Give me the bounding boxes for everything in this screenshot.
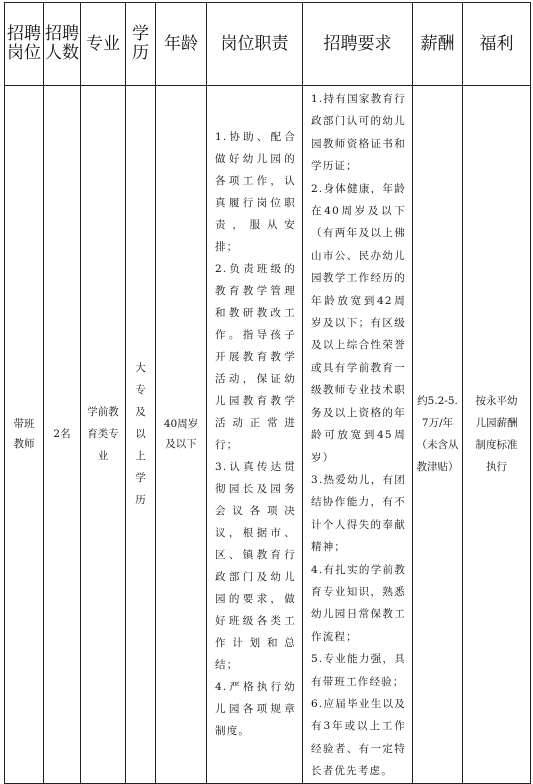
cell-major [81, 86, 126, 784]
header-row [5, 3, 531, 86]
requirement-item-1: 1.持有国家教育行政部门认可的幼儿园教师资格证书和学历证； [311, 93, 406, 173]
count-value: 2名 [53, 428, 71, 441]
requirement-item-4: 4.有扎实的学前教育专业知识，熟悉幼儿园日常保教工作流程； [311, 563, 406, 643]
table-row [5, 86, 531, 784]
header-salary: 薪酬 [413, 3, 463, 86]
cell-education [126, 86, 156, 784]
cell-benefits [463, 86, 531, 784]
header-benefits: 福利 [463, 3, 531, 86]
cell-duties [207, 86, 303, 784]
education-value: 大专及以上学历 [135, 362, 146, 507]
duty-item-4: 4.严格执行幼儿园各项规章制度。 [215, 681, 296, 738]
requirement-item-3: 3.热爱幼儿，有团结协作能力，有不计个人得失的奉献精神； [311, 473, 406, 554]
requirement-item-5: 5.专业能力强，具有带班工作经验； [311, 653, 406, 688]
header-position: 招聘岗位 [5, 3, 44, 86]
header-duties: 岗位职责 [207, 3, 303, 86]
requirement-item-2: 2.身体健康，年龄在40周岁及以下（有两年及以上佛山市公、民办幼儿园教学工作经历的年龄放宽到42周岁及以下；有区级及以上综合性荣誉或具有学前教育一级教师专业技术职务及以上资格的年龄可放宽到45周岁） [311, 182, 406, 464]
major-value: 学前教育类专业 [87, 406, 119, 463]
header-major: 专业 [81, 3, 126, 86]
requirement-item-6: 6.应届毕业生以及有3年或以上工作经验者、有一定特长者优先考虑。 [311, 697, 406, 778]
duty-item-2: 2.负责班级的教育教学管理和教研教改工作。指导孩子开展教育教学活动，保证幼儿园教育教学活动正常进行； [215, 263, 296, 452]
header-requirements: 招聘要求 [303, 3, 413, 86]
cell-requirements [303, 86, 413, 784]
header-education: 学历 [126, 3, 156, 86]
cell-salary [413, 86, 463, 784]
position-value: 带班教师 [13, 418, 35, 451]
cell-position [5, 86, 44, 784]
benefits-value: 按永平幼儿园薪酬制度标准执行 [475, 395, 518, 474]
duty-item-3: 3.认真传达贯彻园长及园务会议各项决议，根据市、区、镇教育行政部门及幼儿园的要求，做好班级各类工作计划和总结； [215, 461, 296, 672]
duty-item-1: 1.协助、配合做好幼儿园的各项工作，认真履行岗位职责，服从安排； [215, 131, 296, 254]
recruitment-table [4, 2, 531, 784]
header-count: 招聘人数 [44, 3, 81, 86]
age-value: 40周岁及以下 [163, 418, 199, 451]
cell-age [156, 86, 207, 784]
salary-value: 约5.2-5.7万/年（未含从教津贴） [416, 395, 459, 474]
header-age: 年龄 [156, 3, 207, 86]
cell-count [44, 86, 81, 784]
